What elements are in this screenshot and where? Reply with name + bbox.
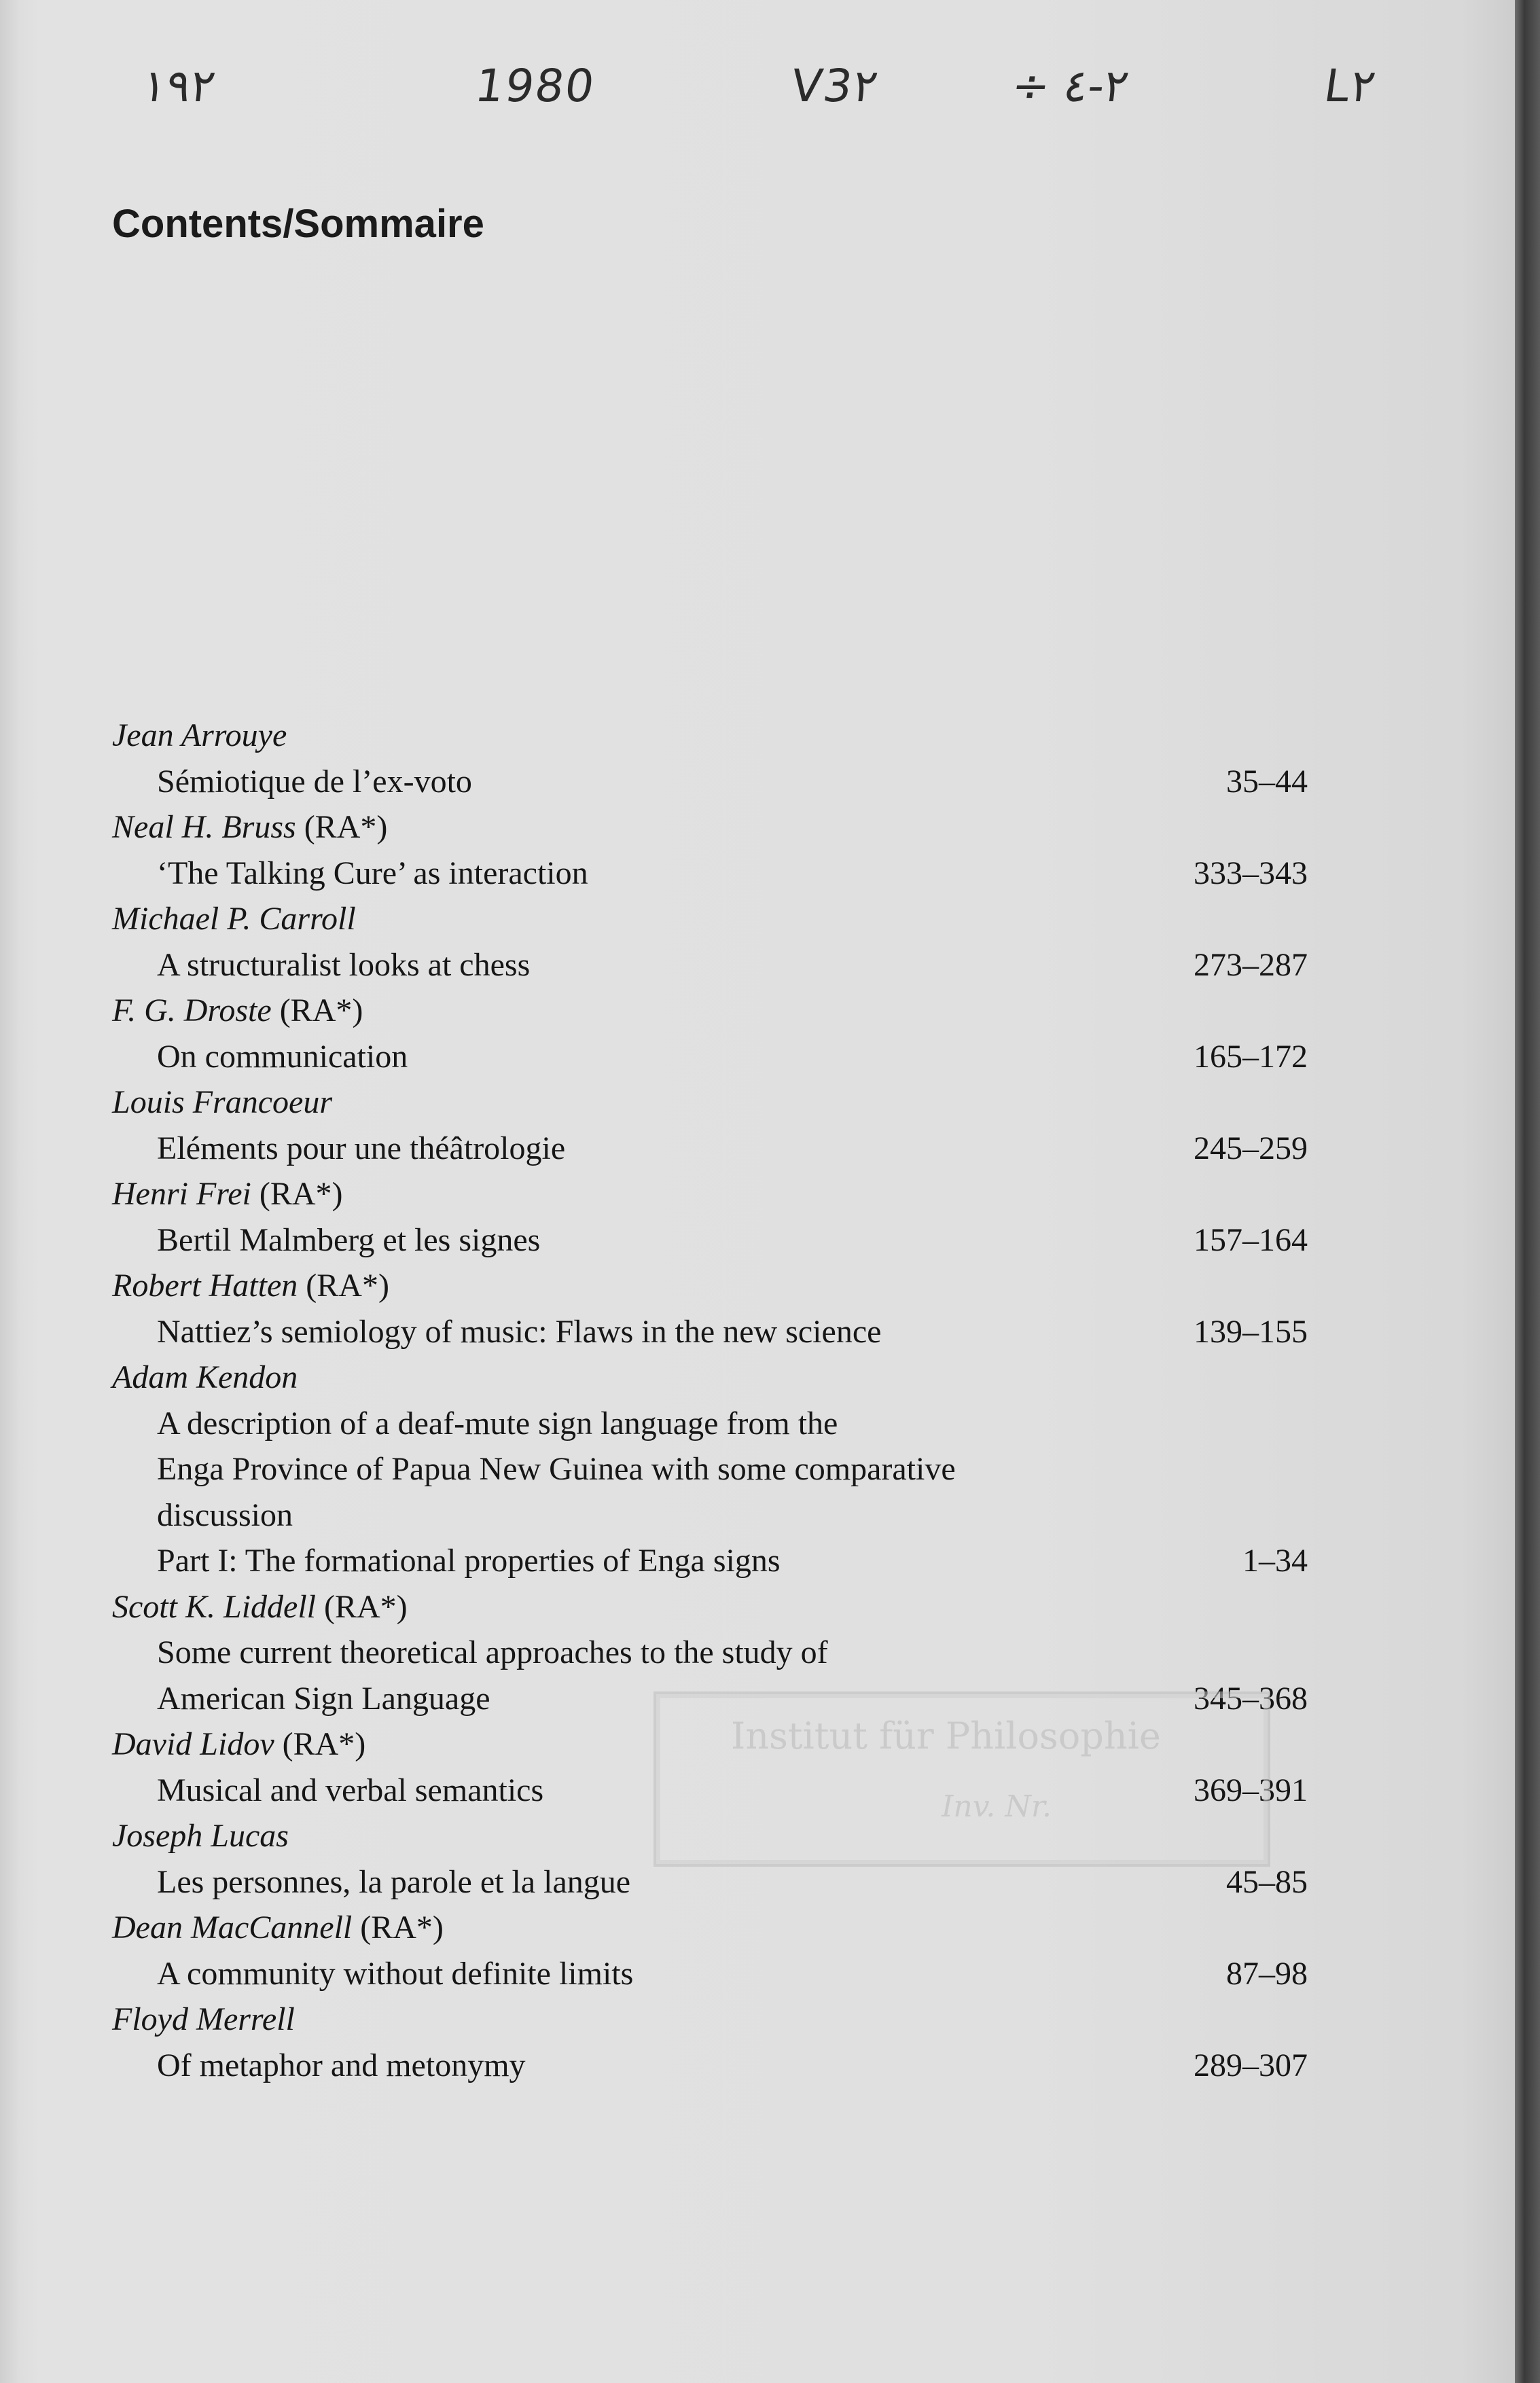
page-title: Contents/Sommaire: [112, 202, 484, 246]
contents-entry: [112, 896, 1308, 988]
entry-author: Jean Arrouye: [112, 717, 287, 753]
contents-entry: [112, 1355, 1308, 1584]
contents-list: [112, 713, 1308, 2088]
entry-pages: 165–172: [1194, 1038, 1308, 1075]
contents-entry: [112, 1171, 1308, 1263]
book-edge: [1515, 0, 1540, 2383]
entry-author: Dean MacCannell (RA*): [112, 1910, 444, 1946]
entry-title: A structuralist looks at chess 273–287: [112, 942, 1308, 988]
stamp-text: Inv. Nr.: [942, 1789, 1052, 1824]
ra-marker: (RA*): [304, 809, 388, 845]
ra-marker: (RA*): [279, 992, 363, 1028]
contents-entry: [112, 1813, 1308, 1905]
contents-entry: [112, 988, 1308, 1079]
entry-author: Adam Kendon: [112, 1359, 298, 1395]
handwritten-mark: ١٩٢: [139, 60, 219, 112]
ra-marker: (RA*): [360, 1910, 444, 1946]
ra-marker: (RA*): [324, 1588, 408, 1625]
entry-author: Joseph Lucas: [112, 1818, 289, 1854]
entry-author: Henri Frei (RA*): [112, 1176, 343, 1212]
handwritten-mark: L٢: [1321, 60, 1379, 112]
entry-pages: 273–287: [1194, 946, 1308, 983]
entry-title: A community without definite limits 87–98: [112, 1951, 1308, 1997]
contents-entry: [112, 1721, 1308, 1813]
ra-marker: (RA*): [306, 1268, 389, 1304]
entry-title: American Sign Language 345–368: [112, 1676, 1308, 1722]
entry-title: ‘The Talking Cure’ as interaction 333–343: [112, 850, 1308, 897]
entry-title: Nattiez’s semiology of music: Flaws in the new science 139–155: [112, 1309, 1308, 1355]
entry-title: Bertil Malmberg et les signes 157–164: [112, 1217, 1308, 1264]
contents-entry: [112, 1996, 1308, 2088]
entry-author: Louis Francoeur: [112, 1084, 332, 1120]
entry-pages: 1–34: [1242, 1543, 1308, 1579]
handwritten-mark: 1980: [471, 60, 599, 112]
entry-title: Eléments pour une théâtrologie 245–259: [112, 1126, 1308, 1172]
entry-pages: 245–259: [1194, 1130, 1308, 1166]
ra-marker: (RA*): [259, 1176, 343, 1212]
handwritten-shelf-marks: [0, 60, 1494, 135]
entry-pages: 35–44: [1226, 763, 1308, 800]
contents-entry: [112, 713, 1308, 804]
entry-author: F. G. Droste (RA*): [112, 992, 363, 1028]
contents-entry: [112, 1263, 1308, 1355]
contents-entry: [112, 1584, 1308, 1722]
handwritten-mark: ÷ ٢-٤: [1008, 60, 1132, 112]
entry-pages: 45–85: [1226, 1863, 1308, 1900]
entry-pages: 333–343: [1194, 855, 1308, 891]
entry-title: Enga Province of Papua New Guinea with some comparative: [157, 1451, 956, 1487]
entry-title: Of metaphor and metonymy 289–307: [112, 2043, 1308, 2089]
entry-pages: 289–307: [1194, 2047, 1308, 2083]
entry-pages: 157–164: [1194, 1221, 1308, 1258]
entry-pages: 139–155: [1194, 1313, 1308, 1350]
entry-author: David Lidov (RA*): [112, 1726, 366, 1762]
entry-author: Floyd Merrell: [112, 2001, 295, 2037]
entry-title: On communication 165–172: [112, 1034, 1308, 1080]
entry-title: discussion: [157, 1497, 293, 1533]
entry-pages: 87–98: [1226, 1955, 1308, 1992]
contents-entry: [112, 1079, 1308, 1171]
entry-author: Michael P. Carroll: [112, 901, 356, 937]
contents-entry: [112, 804, 1308, 896]
entry-title: Some current theoretical approaches to the study of: [157, 1634, 828, 1670]
entry-title: A description of a deaf-mute sign language from the: [157, 1405, 838, 1441]
ra-marker: (RA*): [282, 1726, 366, 1762]
entry-author: Robert Hatten (RA*): [112, 1268, 389, 1304]
stamp-text: Institut für Philosophie: [731, 1715, 1161, 1757]
entry-title: Part I: The formational properties of Enga signs 1–34: [112, 1538, 1308, 1584]
entry-author: Scott K. Liddell (RA*): [112, 1588, 408, 1625]
entry-pages: 369–391: [1194, 1772, 1308, 1808]
entry-title: Les personnes, la parole et la langue 45–85: [112, 1859, 1308, 1905]
handwritten-mark: V3٢: [787, 60, 882, 112]
entry-author: Neal H. Bruss (RA*): [112, 809, 388, 845]
entry-title: Musical and verbal semantics 369–391: [112, 1768, 1308, 1814]
entry-title: Sémiotique de l’ex-voto 35–44: [112, 759, 1308, 805]
entry-pages: 345–368: [1194, 1680, 1308, 1717]
contents-entry: [112, 1905, 1308, 1996]
